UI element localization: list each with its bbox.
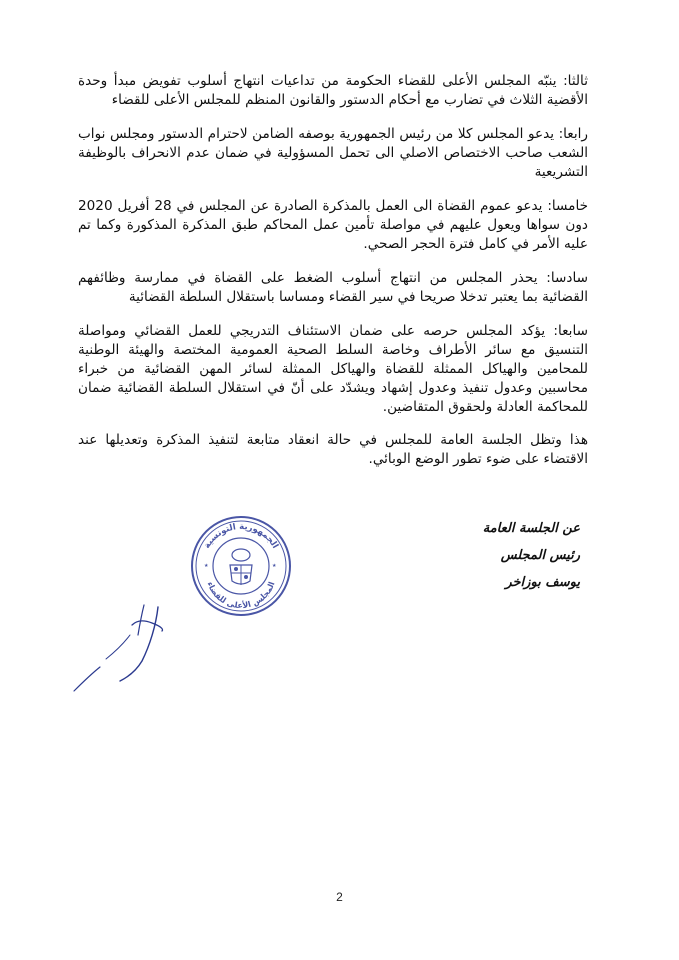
svg-text:★: ★ bbox=[204, 563, 209, 569]
paragraph-sixth: سادسا: يحذر المجلس من انتهاج أسلوب الضغط على القضاة في ممارسة وظائفهم القضائية بما يعتبر تدخلا صريحا في سير القضاء ومساسا باستقلال السلطة القضائية bbox=[78, 270, 588, 305]
signature-title: رئيس المجلس bbox=[500, 548, 580, 563]
seal-top-text: الجمهورية التونسية bbox=[202, 521, 280, 551]
signature-block bbox=[60, 515, 580, 695]
svg-text:★: ★ bbox=[272, 563, 277, 569]
seal-bottom-text: المجلس الأعلى للقضاء bbox=[205, 580, 277, 611]
official-seal-icon bbox=[190, 515, 292, 617]
paragraph-seventh: سابعا: يؤكد المجلس حرصه على ضمان الاستئناف التدريجي للعمل القضائي ومواصلة التنسيق مع سائر الأطراف وخاصة السلط الصحية العمومية المختصة والهيئة الوطنية للمحامين والهياكل الممثلة للقضاة والهياكل الممثلة لسائر المهن القضائية من خبراء محاسبين وعدول تنفيذ وعدول إشهاد ويشدّد على أنّ في استقلال السلطة القضائية ضمان للمحاكمة العادلة ولحقوق المتقاضين. bbox=[78, 323, 588, 415]
paragraph-fourth: رابعا: يدعو المجلس كلا من رئيس الجمهورية بوصفه الضامن لاحترام الدستور ومجلس نواب الشعب صاحب الاختصاص الاصلي الى تحمل المسؤولية في ضمان عدم الانحراف بالوظيفة التشريعية bbox=[78, 126, 588, 180]
signature-name: يوسف بوزاخر bbox=[505, 575, 580, 590]
document-body bbox=[78, 72, 588, 484]
paragraph-closing: هذا وتظل الجلسة العامة للمجلس في حالة انعقاد متابعة لتنفيذ المذكرة وتعديلها عند الاقتضاء على ضوء تطور الوضع الوبائي. bbox=[78, 432, 588, 467]
paragraph-third: ثالثا: ينبّه المجلس الأعلى للقضاء الحكومة من تداعيات انتهاج أسلوب تفويض مبدأ وحدة الأقضية الثلاث في تضارب مع أحكام الدستور والقانون المنظم للمجلس الأعلى للقضاء bbox=[78, 73, 588, 108]
page-number: 2 bbox=[336, 890, 343, 904]
paragraph-fifth: خامسا: يدعو عموم القضاة الى العمل بالمذكرة الصادرة عن المجلس في 28 أفريل 2020 دون سواها ويعول عليهم في مواصلة تأمين عمل المحاكم طبق المذكرة المذكورة وكما تم عليه الأمر في كامل فترة الحجر الصحي. bbox=[78, 198, 589, 252]
handwritten-signature-icon bbox=[70, 595, 170, 695]
signature-text bbox=[440, 515, 580, 596]
signature-on-behalf: عن الجلسة العامة bbox=[482, 521, 580, 536]
